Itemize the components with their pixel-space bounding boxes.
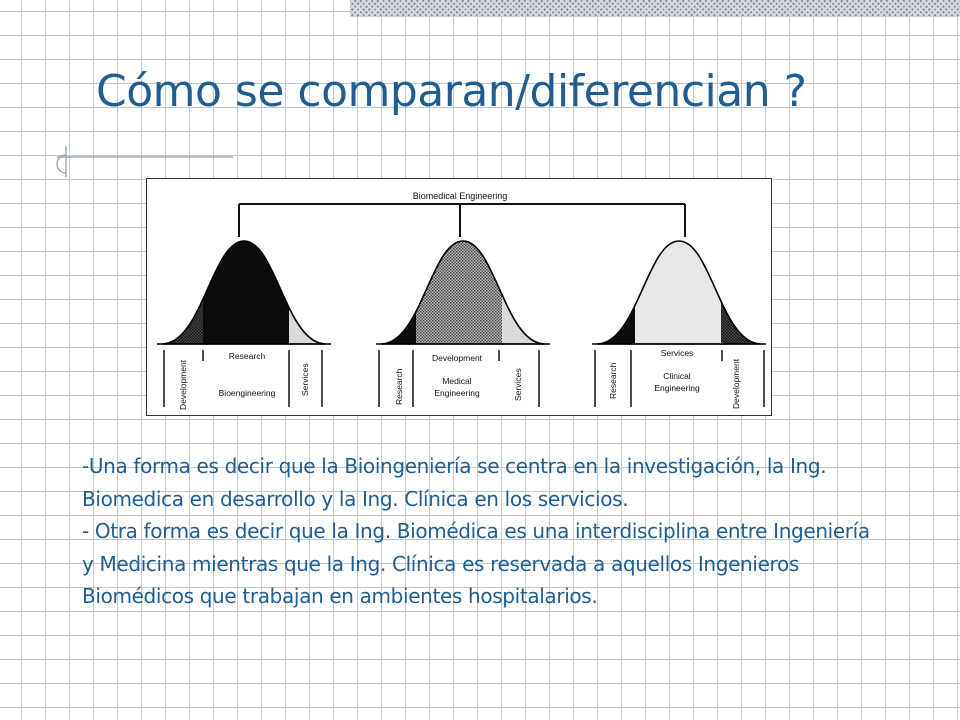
- title-underline-ornament: [48, 143, 238, 183]
- paragraph-1: -Una forma es decir que la Bioingeniería se centra en la investigación, la Ing. Biomedica en desarrollo y la Ing. Clínica en los servicios.: [82, 454, 827, 511]
- paragraph-2: - Otra forma es decir que la Ing. Biomédica es una interdisciplina entre Ingeniería y Medicina mientras que la Ing. Clínica es reservada a aquellos Ingenieros Biomédicos que trabajan en ambientes hospitalarios.: [82, 519, 870, 608]
- engineering-comparison-diagram: [146, 178, 772, 416]
- medical-engineering-discipline-label-line2: Engineering: [434, 388, 480, 398]
- clinical-engineering-discipline-label-line1: Clinical: [663, 371, 691, 381]
- slide-title: Cómo se comparan/diferencian ?: [96, 66, 807, 117]
- corner-pattern: [350, 0, 960, 17]
- bioengineering-center-label: Research: [228, 351, 266, 361]
- bioengineering-left-label: Development: [178, 359, 188, 410]
- bioengineering-right-label: Services: [300, 363, 310, 396]
- medical-engineering-discipline-label-line1: Medical: [442, 376, 472, 386]
- root-label: Biomedical Engineering: [412, 191, 508, 201]
- clinical-engineering-discipline-label-line2: Engineering: [654, 383, 700, 393]
- clinical-engineering-right-label: Development: [731, 358, 741, 409]
- clinical-engineering-center-label: Services: [660, 348, 694, 358]
- clinical-engineering-left-label: Research: [608, 362, 618, 399]
- medical-engineering-right-label: Services: [513, 368, 523, 401]
- medical-engineering-center-label: Development: [431, 353, 483, 363]
- medical-engineering-left-label: Research: [394, 368, 404, 405]
- body-text: [82, 450, 882, 613]
- connector-lines: [239, 204, 685, 237]
- bioengineering-discipline-label: Bioengineering: [218, 388, 276, 398]
